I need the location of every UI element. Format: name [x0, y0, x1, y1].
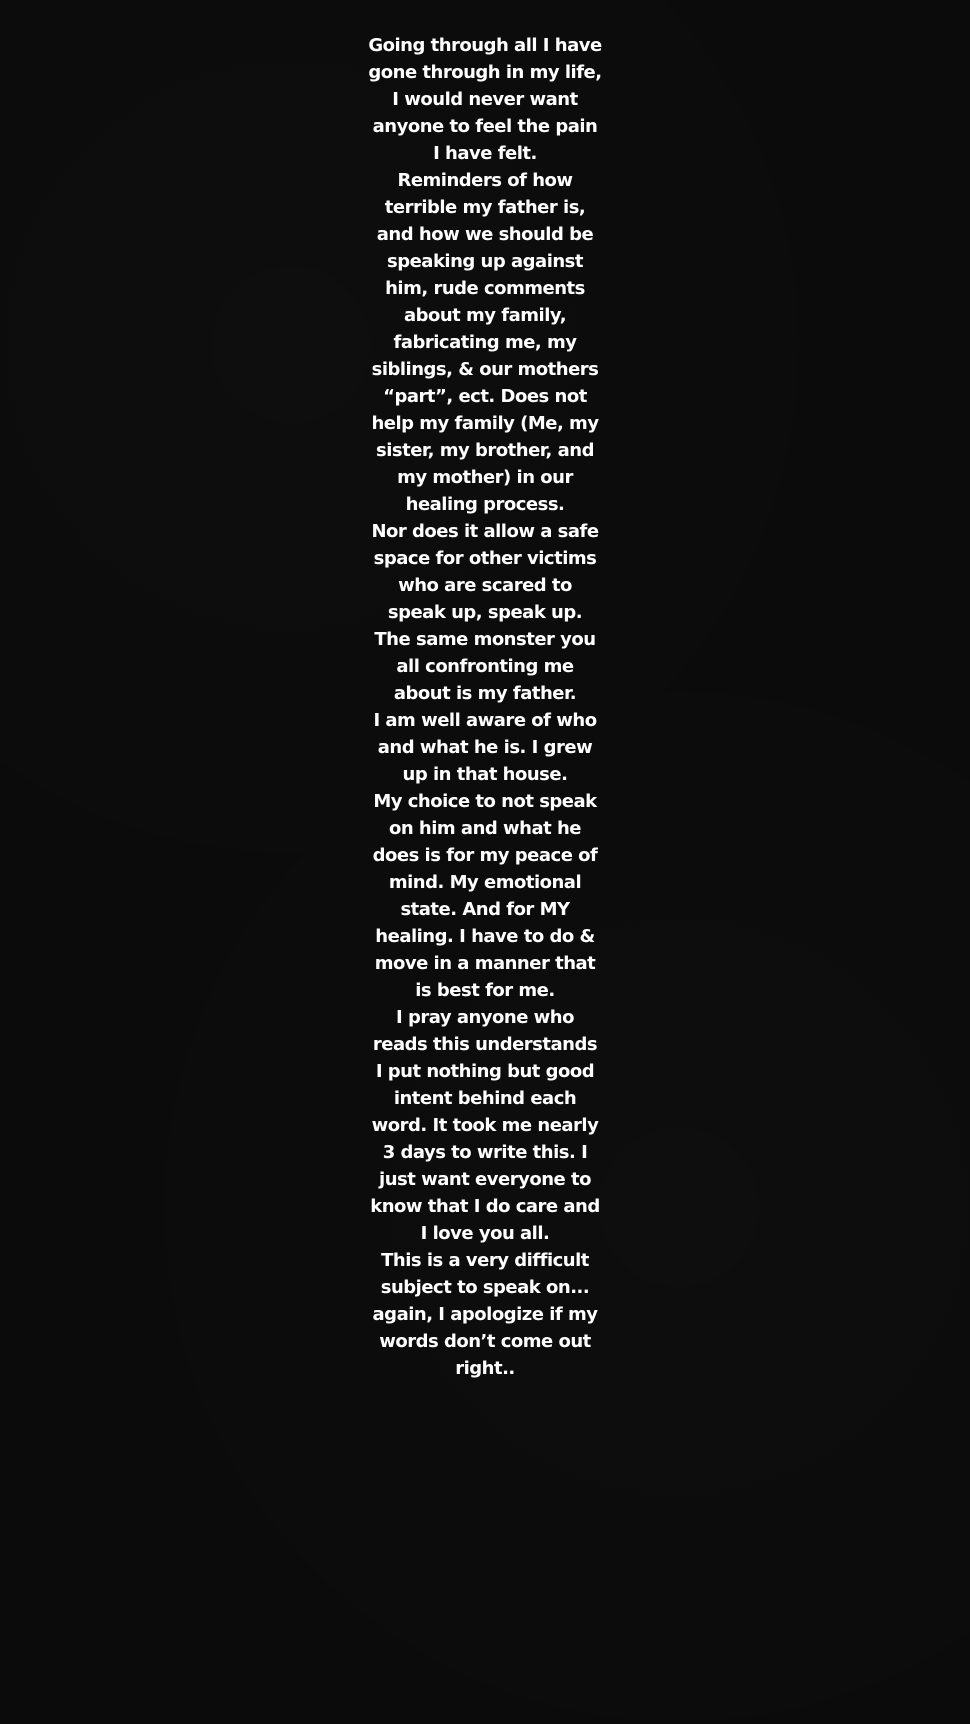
- story-text-line: I have felt.: [433, 143, 537, 164]
- story-text-line: and what he is. I grew: [377, 737, 593, 758]
- story-text-line: intent behind each: [393, 1088, 577, 1109]
- story-text-line: him, rude comments: [385, 278, 585, 299]
- story-text-line: subject to speak on...: [380, 1277, 590, 1298]
- story-text-line: right..: [455, 1358, 515, 1379]
- story-text-line: I am well aware of who: [373, 710, 597, 731]
- story-text-line: all confronting me: [396, 656, 574, 677]
- story-text-line: fabricating me, my: [393, 332, 577, 353]
- story-text-line: 3 days to write this. I: [382, 1142, 588, 1163]
- story-text-line: about is my father.: [393, 683, 577, 704]
- story-text-line: healing process.: [405, 494, 565, 515]
- story-text-line: my mother) in our: [397, 467, 573, 488]
- story-text-line: know that I do care and: [370, 1196, 600, 1217]
- story-text-line: move in a manner that: [374, 953, 596, 974]
- story-text-line: reads this understands: [372, 1034, 598, 1055]
- story-text-line: just want everyone to: [379, 1169, 591, 1190]
- story-text-line: siblings, & our mothers: [371, 359, 599, 380]
- story-text-line: gone through in my life,: [368, 62, 602, 83]
- story-text-line: words don’t come out: [379, 1331, 591, 1352]
- story-text-line: who are scared to: [398, 575, 572, 596]
- story-text-line: word. It took me nearly: [371, 1115, 599, 1136]
- story-text-line: terrible my father is,: [384, 197, 586, 218]
- story-text-line: again, I apologize if my: [372, 1304, 598, 1325]
- story-text-line: on him and what he: [388, 818, 582, 839]
- story-text-line: I put nothing but good: [375, 1061, 595, 1082]
- story-text-line: speaking up against: [386, 251, 583, 272]
- story-text-line: state. And for MY: [400, 899, 570, 920]
- story-text-line: I love you all.: [420, 1223, 550, 1244]
- story-text-line: is best for me.: [415, 980, 555, 1001]
- story-text-line: and how we should be: [376, 224, 594, 245]
- story-text-line: up in that house.: [402, 764, 568, 785]
- story-text-line: space for other victims: [373, 548, 597, 569]
- story-text-line: Reminders of how: [397, 170, 573, 191]
- story-text-line: My choice to not speak: [373, 791, 597, 812]
- story-text-line: speak up, speak up.: [387, 602, 583, 623]
- story-text-line: does is for my peace of: [372, 845, 598, 866]
- story-text-line: The same monster you: [374, 629, 596, 650]
- story-text-line: This is a very difficult: [381, 1250, 589, 1271]
- story-text-line: mind. My emotional: [388, 872, 582, 893]
- story-text-line: sister, my brother, and: [376, 440, 594, 461]
- story-text-line: about my family,: [403, 305, 567, 326]
- story-text-line: anyone to feel the pain: [372, 116, 598, 137]
- story-text-line: Nor does it allow a safe: [371, 521, 599, 542]
- story-text-line: Going through all I have: [368, 35, 602, 56]
- story-text-line: I pray anyone who: [396, 1007, 574, 1028]
- story-text-line: “part”, ect. Does not: [383, 386, 587, 407]
- story-text-block: [345, 32, 625, 1382]
- story-text-line: help my family (Me, my: [371, 413, 599, 434]
- story-text-line: healing. I have to do &: [375, 926, 595, 947]
- story-text-line: I would never want: [392, 89, 578, 110]
